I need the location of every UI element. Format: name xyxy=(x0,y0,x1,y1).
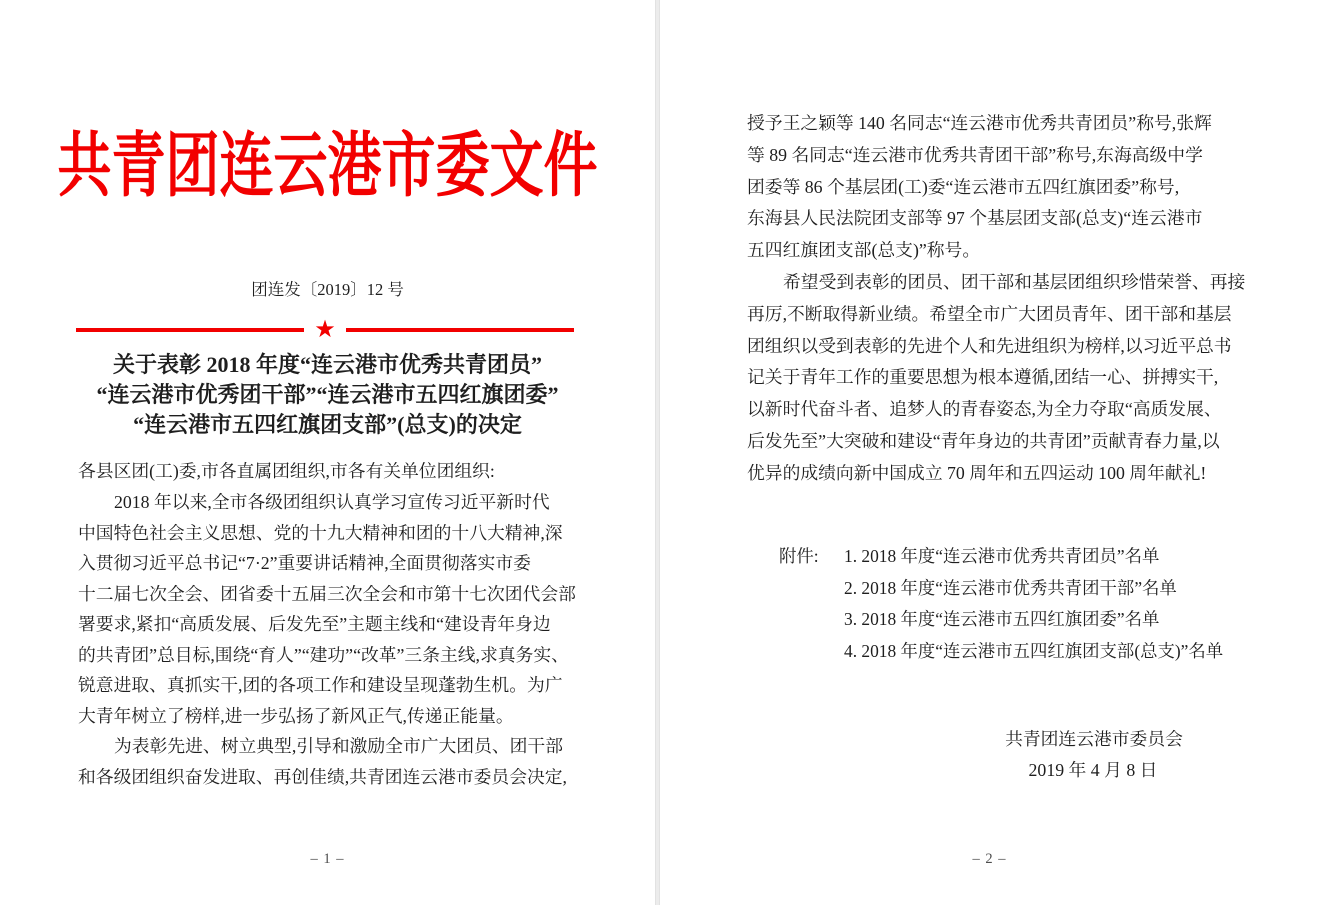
attachment-item: 2. 2018 年度“连云港市优秀共青团干部”名单 xyxy=(844,577,1177,598)
red-rule xyxy=(76,317,574,343)
body-line: 希望受到表彰的团员、团干部和基层团组织珍惜荣誉、再接 xyxy=(783,271,1246,292)
attachments-block xyxy=(779,541,1223,668)
body-line: 署要求,紧扣“高质发展、后发先至”主题主线和“建设青年身边 xyxy=(78,614,551,634)
body-line: 等 89 名同志“连云港市优秀共青团干部”称号,东海高级中学 xyxy=(747,144,1203,165)
body-line: 记关于青年工作的重要思想为根本遵循,团结一心、拼搏实干, xyxy=(747,367,1219,388)
page-2 xyxy=(660,0,1319,905)
attachment-item: 1. 2018 年度“连云港市优秀共青团员”名单 xyxy=(844,546,1160,566)
body-line: 入贯彻习近平总书记“7·2”重要讲话精神,全面贯彻落实市委 xyxy=(78,553,531,573)
doc-number: 团连发〔2019〕12 号 xyxy=(251,280,404,299)
body-line: 后发先至”大突破和建设“青年身边的共青团”贡献青春力量,以 xyxy=(747,430,1220,451)
signature-organization: 共青团连云港市委员会 xyxy=(1005,729,1183,749)
doc-title-line: “连云港市优秀团干部”“连云港市五四红旗团委” xyxy=(96,382,559,407)
body-line: 和各级团组织奋发进取、再创佳绩,共青团连云港市委员会决定, xyxy=(78,766,567,787)
signature-date: 2019 年 4 月 8 日 xyxy=(1028,760,1158,780)
body-line: 团委等 86 个基层团(工)委“连云港市五四红旗团委”称号, xyxy=(747,176,1180,197)
body-line: 2018 年以来,全市各级团组织认真学习宣传习近平新时代 xyxy=(114,492,550,512)
body-text-page-2 xyxy=(747,108,1246,490)
attachments-label: 附件: xyxy=(779,546,819,566)
rule-line-right xyxy=(346,328,574,332)
body-line: 授予王之颖等 140 名同志“连云港市优秀共青团员”称号,张辉 xyxy=(747,113,1212,133)
body-line: 中国特色社会主义思想、党的十九大精神和团的十八大精神,深 xyxy=(78,522,563,543)
rule-line-left xyxy=(76,328,304,332)
body-line: 东海县人民法院团支部等 97 个基层团支部(总支)“连云港市 xyxy=(747,208,1203,229)
body-line: 十二届七次全会、团省委十五届三次全会和市第十七次团代会部 xyxy=(78,583,576,604)
body-line: 为表彰先进、树立典型,引导和激励全市广大团员、团干部 xyxy=(114,736,563,756)
salutation: 各县区团(工)委,市各直属团组织,市各有关单位团组织: xyxy=(78,461,495,481)
page-1 xyxy=(0,0,655,905)
body-line: 以新时代奋斗者、追梦人的青春姿态,为全力夺取“高质发展、 xyxy=(747,399,1222,420)
page-number-1: – 1 – xyxy=(310,851,345,867)
doc-title xyxy=(0,350,655,440)
doc-title-line: 关于表彰 2018 年度“连云港市优秀共青团员” xyxy=(112,352,542,377)
attachment-item: 3. 2018 年度“连云港市五四红旗团委”名单 xyxy=(844,609,1160,630)
body-line: 优异的成绩向新中国成立 70 周年和五四运动 100 周年献礼! xyxy=(747,462,1207,483)
body-line: 大青年树立了榜样,进一步弘扬了新风正气,传递正能量。 xyxy=(78,705,514,726)
attachments-list xyxy=(844,541,1223,668)
body-line: 团组织以受到表彰的先进个人和先进组织为榜样,以习近平总书 xyxy=(747,335,1232,356)
star-icon: ★ xyxy=(314,317,336,343)
attachment-item: 4. 2018 年度“连云港市五四红旗团支部(总支)”名单 xyxy=(844,641,1224,662)
body-line: 的共青团”总目标,围绕“育人”“建功”“改革”三条主线,求真务实、 xyxy=(78,644,569,665)
body-text-page-1 xyxy=(78,487,578,792)
body-line: 五四红旗团支部(总支)”称号。 xyxy=(747,240,981,261)
body-line: 再厉,不断取得新业绩。希望全市广大团员青年、团干部和基层 xyxy=(747,303,1232,324)
doc-title-line: “连云港市五四红旗团支部”(总支)的决定 xyxy=(133,412,522,437)
page-number-2: – 2 – xyxy=(972,851,1007,867)
masthead-title: 共青团连云港市委文件 xyxy=(57,127,598,205)
body-line: 锐意进取、真抓实干,团的各项工作和建设呈现蓬勃生机。为广 xyxy=(78,675,563,695)
